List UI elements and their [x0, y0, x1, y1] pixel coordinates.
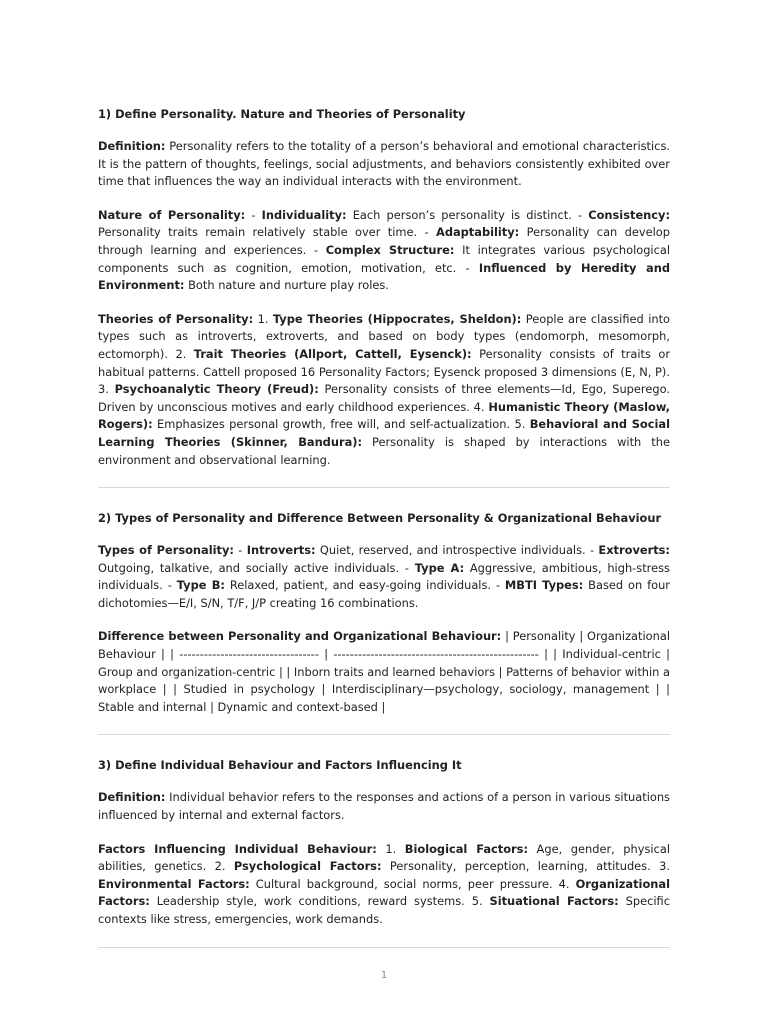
bold-term: Type A: [414, 560, 465, 575]
section-personality [98, 106, 670, 469]
document-page [98, 106, 670, 948]
paragraph: Theories of Personality: 1. Type Theories (Hippocrates, Sheldon): People are classified into types such as introverts, extroverts, and based on body types (endomorph, mesomorph, ectomorph). 2. Trait Theories (Allport, Cattell, Eysenck): Personality consists of traits or habitual patterns. Cattell proposed 16 Personality Factors; Eysenck proposed 3 dimensions (E, N, P). 3. Psychoanalytic Theory (Freud): Personality consists of three elements—Id, Ego, Superego. Driven by unconscious motives and early childhood experiences. 4. Humanistic Theory (Maslow, Rogers): Emphasizes personal growth, free will, and self-actualization. 5. Behavioral and Social Learning Theories (Skinner, Bandura): Personality is shaped by interactions with the environment and observational learning. [98, 311, 671, 467]
paragraph: Definition: Personality refers to the totality of a person’s behavioral and emotional characteristics. It is the pattern of thoughts, feelings, social adjustments, and behaviors consistently exhibited over time that influences the way an individual interacts with the environment. [98, 139, 670, 189]
bold-term: Trait Theories (Allport, Cattell, Eysenck): [193, 346, 472, 361]
bold-term: Adaptability: [436, 225, 520, 240]
bold-term: Definition: [98, 790, 166, 805]
section-divider [98, 487, 670, 488]
bold-term: Consistency: [588, 207, 671, 222]
bold-term: Environmental Factors: [98, 876, 250, 891]
section-individual-behaviour [98, 757, 670, 928]
bold-term: Complex Structure: [325, 242, 455, 257]
bold-term: Biological Factors: [404, 841, 528, 856]
page-number: 1 [380, 970, 388, 981]
bold-term: Organizational Factors: [98, 876, 670, 909]
bold-term: Extroverts: [598, 543, 670, 558]
bold-term: Behavioral and Social Learning Theories (Skinner, Bandura): [98, 417, 670, 449]
paragraph: Nature of Personality: - Individuality: Each person’s personality is distinct. - Consistency: Personality traits remain relatively stable over time. - Adaptability: Personality can develop through learning and experiences. - Complex Structure: It integrates various psychological components such as cognition, emotion, motivation, etc. - Influenced by Heredity and Environment: Both nature and nurture play roles. [98, 207, 671, 293]
section-divider [98, 734, 670, 735]
bold-term: Psychoanalytic Theory (Freud): [114, 382, 319, 397]
bold-term: Influenced by Heredity and Environment: [98, 260, 670, 293]
bold-term: Type Theories (Hippocrates, Sheldon): [272, 311, 522, 326]
paragraph: Definition: Individual behavior refers to the responses and actions of a person in various situations influenced by internal and external factors. [98, 790, 670, 823]
bold-term: Nature of Personality: [98, 207, 246, 222]
section-divider [98, 947, 670, 948]
section-heading: 1) Define Personality. Nature and Theories of Personality [98, 107, 466, 121]
bold-term: Theories of Personality: [98, 311, 254, 326]
bold-term: Difference between Personality and Organizational Behaviour: [98, 629, 502, 644]
paragraph: Difference between Personality and Organizational Behaviour: | Personality | Organizational Behaviour | | ---------------------------------- | -------------------------------------------------- | | Individual-centric | Group and organization-centric | | Inborn traits and learned behaviors | Patterns of behavior within a workplace | | Studied in psychology | Interdisciplinary—psychology, sociology, management | | Stable and internal | Dynamic and context-based | [98, 629, 670, 714]
bold-term: Individuality: [261, 207, 347, 222]
paragraph: Types of Personality: - Introverts: Quiet, reserved, and introspective individuals. - Extroverts: Outgoing, talkative, and socially active individuals. - Type A: Aggressive, ambitious, high-stress individuals. - Type B: Relaxed, patient, and easy-going individuals. - MBTI Types: Based on four dichotomies—E/I, S/N, T/F, J/P creating 16 combinations. [98, 543, 670, 610]
bold-term: Definition: [98, 139, 166, 153]
bold-term: Factors Influencing Individual Behaviour: [98, 841, 377, 856]
bold-term: Type B: [176, 578, 225, 593]
section-types-of-personality [98, 510, 670, 716]
section-heading: 2) Types of Personality and Difference Between Personality & Organizational Behaviour [98, 511, 662, 526]
bold-term: Humanistic Theory (Maslow, Rogers): [98, 399, 671, 432]
section-heading: 3) Define Individual Behaviour and Factors Influencing It [98, 758, 462, 773]
bold-term: Introverts: [246, 543, 316, 558]
bold-term: Psychological Factors: [233, 859, 382, 874]
paragraph: Factors Influencing Individual Behaviour: 1. Biological Factors: Age, gender, physical abilities, genetics. 2. Psychological Factors: Personality, perception, learning, attitudes. 3. Environmental Factors: Cultural background, social norms, peer pressure. 4. Organizational Factors: Leadership style, work conditions, reward systems. 5. Situational Factors: Specific contexts like stress, emergencies, work demands. [98, 841, 671, 926]
bold-term: MBTI Types: [504, 578, 584, 593]
bold-term: Types of Personality: [98, 543, 234, 558]
bold-term: Situational Factors: [489, 894, 619, 909]
